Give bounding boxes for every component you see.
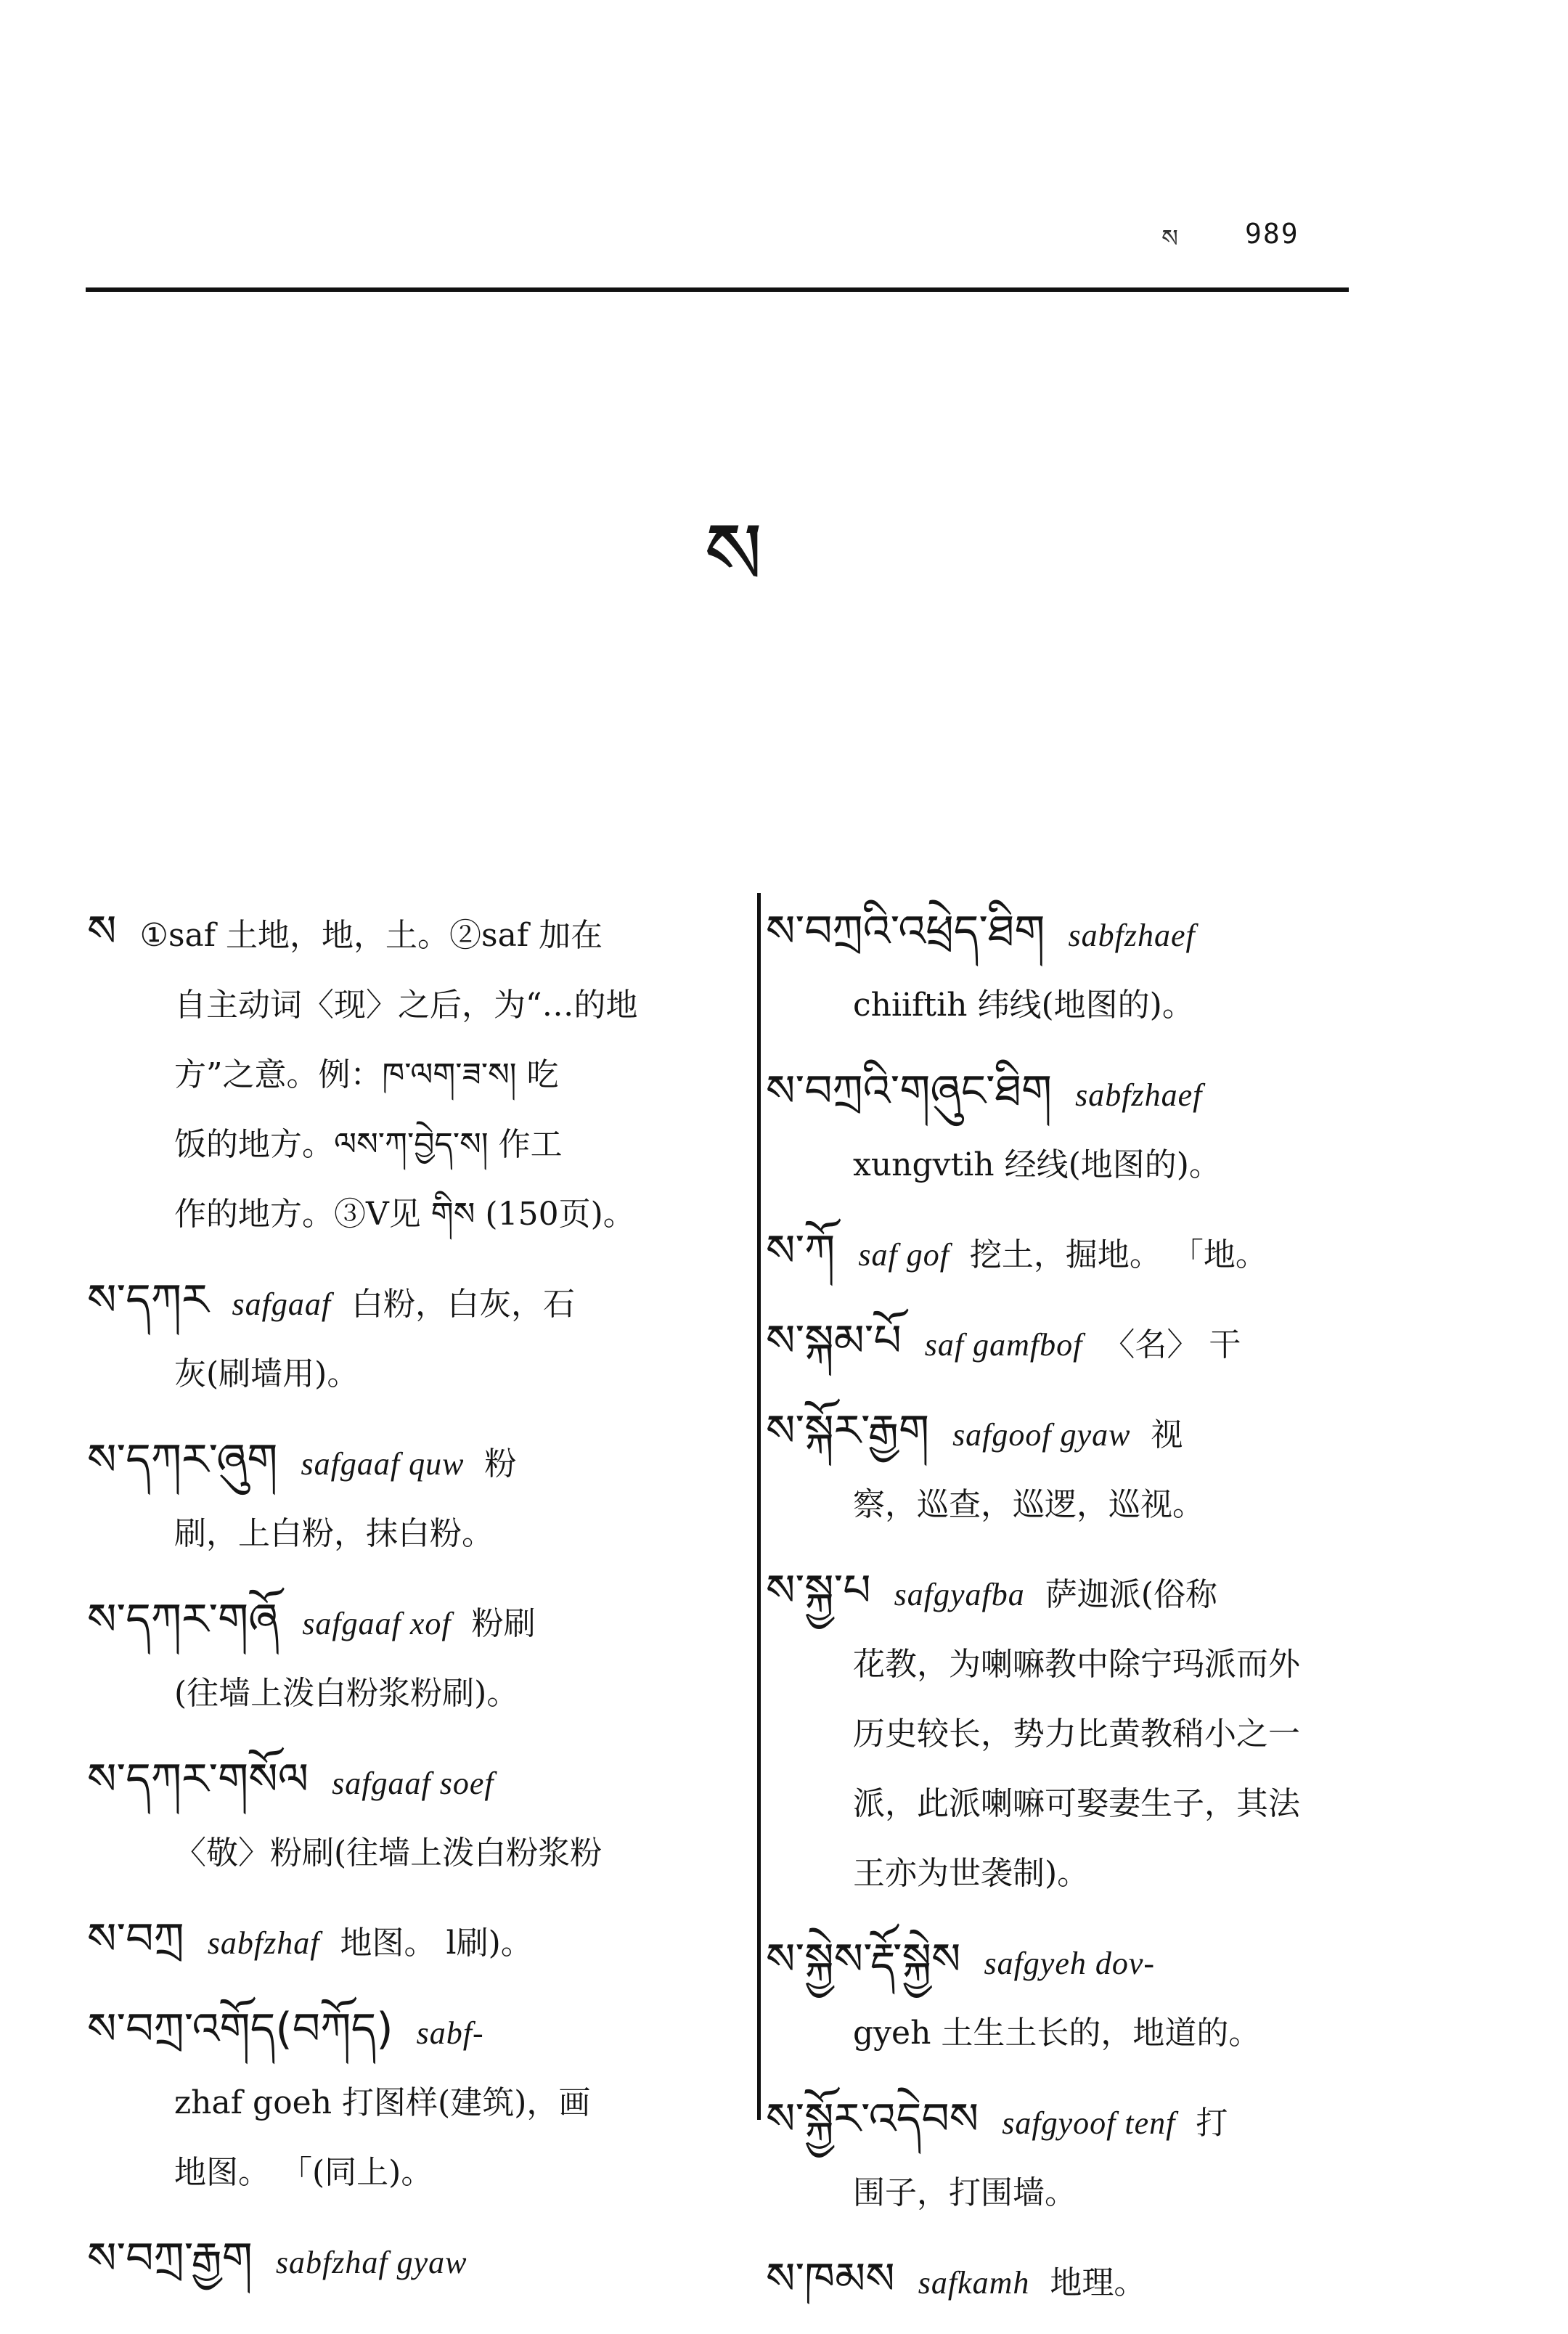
entry-romanization: safgaaf xyxy=(232,1286,332,1322)
dictionary-entry xyxy=(766,2084,1405,2228)
entry-headword: ས་སྐྱེས་རྡོ་སྐྱེས xyxy=(766,1934,961,1985)
dictionary-entry xyxy=(766,1396,1405,1540)
entry-romanization: safgoof gyaw xyxy=(952,1417,1131,1453)
entry-romanization: sabfzhaef xyxy=(1068,918,1196,953)
entry-line: ①saf 土地，地，土。②saf 加在 xyxy=(139,917,603,954)
column-divider xyxy=(757,893,761,2120)
entry-headword: ས་བཀྲ་རྒྱག xyxy=(87,2233,253,2284)
entry-romanization: safgaaf soef xyxy=(332,1766,494,1801)
entry-romanization: sabfzhaef xyxy=(1075,1077,1203,1113)
entry-headword: ས་སྐམ་པོ xyxy=(766,1315,902,1366)
dictionary-entry xyxy=(766,1306,1405,1380)
entry-line: 粉刷 xyxy=(471,1605,536,1642)
entry-line: 作的地方。③V见 གིས (150页)。 xyxy=(174,1196,635,1233)
entry-headword: ས xyxy=(87,906,117,957)
entry-headword: ས་བཀྲ xyxy=(87,1914,184,1964)
page-number: 989 xyxy=(1245,218,1299,250)
entry-headword: ས་བཀྲའི་གཞུང་ཐིག xyxy=(766,1066,1053,1117)
entry-line: 灰(刷墙用)。 xyxy=(174,1355,359,1392)
entry-line: 察，巡查，巡逻，巡视。 xyxy=(853,1486,1204,1523)
entry-line: 〈敬〉粉刷(往墙上泼白粉浆粉 xyxy=(174,1835,603,1872)
dictionary-entry xyxy=(87,1904,726,1978)
entry-line: zhaf goeh 打图样(建筑)，画 xyxy=(174,2084,591,2121)
dictionary-entry xyxy=(87,1425,726,1569)
entry-line: 王亦为世袭制)。 xyxy=(853,1855,1090,1892)
entry-romanization: safgyafba xyxy=(894,1577,1025,1612)
entry-headword: ས་སྐྱོར་འདེབས xyxy=(766,2094,979,2145)
entry-line: 视 xyxy=(1151,1416,1183,1453)
entry-line: 历史较长，势力比黄教稍小之一 xyxy=(853,1715,1300,1752)
entry-headword: ས་ཀོ xyxy=(766,1225,836,1276)
entry-line: 自主动词〈现〉之后，为“…的地 xyxy=(174,987,638,1024)
entry-romanization: safkamh xyxy=(918,2265,1030,2301)
entry-line: 白粉，白灰，石 xyxy=(351,1286,576,1323)
entry-romanization: saf gamfbof xyxy=(924,1327,1083,1363)
entry-headword: ས་དཀར་ཞུག xyxy=(87,1435,278,1485)
entry-line: xungvtih 经线(地图的)。 xyxy=(853,1146,1221,1183)
entry-line: 花教，为喇嘛教中除宁玛派而外 xyxy=(853,1646,1300,1683)
entry-line: 〈名〉 干 xyxy=(1103,1326,1241,1363)
header-letter: ས xyxy=(1161,224,1178,253)
entry-romanization: sabfzhaf gyaw xyxy=(275,2245,467,2280)
dictionary-entry xyxy=(766,1056,1405,1200)
entry-line: gyeh 土生土长的，地道的。 xyxy=(853,2015,1261,2052)
entry-line: 地图。 l刷)。 xyxy=(340,1925,533,1962)
entry-headword: ས་བཀྲ་འགོད(བཀོད) xyxy=(87,2004,393,2055)
dictionary-entry xyxy=(766,1556,1405,1909)
dictionary-entry xyxy=(766,1216,1405,1290)
left-column xyxy=(87,897,726,2314)
right-column xyxy=(766,897,1405,2334)
entry-romanization: safgyeh dov- xyxy=(984,1946,1156,1981)
dictionary-entry xyxy=(87,1585,726,1729)
entry-line: 地理。 xyxy=(1050,2264,1146,2301)
entry-romanization: safgaaf xof xyxy=(302,1606,452,1641)
entry-line: 围子，打围墙。 xyxy=(853,2174,1077,2211)
entry-headword: ས་དཀར་གསོལ xyxy=(87,1754,309,1805)
entry-romanization: saf gof xyxy=(858,1237,950,1273)
dictionary-entry xyxy=(766,897,1405,1040)
section-heading: ས xyxy=(704,505,763,605)
entry-romanization: sabfzhaf xyxy=(207,1925,320,1961)
entry-headword: ས་སྐྱ་པ xyxy=(766,1565,871,1616)
entry-romanization: sabf- xyxy=(416,2015,484,2051)
dictionary-entry xyxy=(87,2224,726,2298)
entry-line: 派，此派喇嘛可娶妻生子，其法 xyxy=(853,1785,1300,1822)
dictionary-entry xyxy=(87,897,726,1249)
entry-line: 萨迦派(俗称 xyxy=(1045,1576,1217,1613)
entry-line: (往墙上泼白粉浆粉刷)。 xyxy=(174,1675,519,1712)
entry-line: 方”之意。例：ཁ་ལག་ཟ་ས། 吃 xyxy=(174,1056,559,1093)
entry-line: 打 xyxy=(1196,2105,1228,2142)
entry-headword: ས་དཀར xyxy=(87,1275,209,1326)
entry-headword: ས་བཀྲའི་འཕྲེད་ཐིག xyxy=(766,906,1045,957)
entry-romanization: safgyoof tenf xyxy=(1002,2105,1176,2141)
entry-line: 饭的地方。ལས་ཀ་བྱེད་ས། 作工 xyxy=(174,1126,563,1163)
entry-headword: ས་དཀར་གཞོ xyxy=(87,1594,279,1645)
entry-line: 地图。 「(同上)。 xyxy=(174,2154,433,2191)
entry-line: chiiftih 纬线(地图的)。 xyxy=(853,987,1194,1024)
dictionary-entry xyxy=(87,1265,726,1409)
entry-line: 粉 xyxy=(484,1445,517,1482)
entry-romanization: safgaaf quw xyxy=(301,1446,465,1482)
dictionary-entry xyxy=(87,1745,726,1888)
dictionary-entry xyxy=(87,1994,726,2208)
entry-headword: ས་ཁམས xyxy=(766,2253,895,2304)
entry-headword: ས་སྐོར་རྒྱག xyxy=(766,1405,930,1456)
entry-line: 刷，上白粉，抹白粉。 xyxy=(174,1515,494,1552)
dictionary-entry xyxy=(766,2244,1405,2318)
dictionary-entry xyxy=(766,1925,1405,2068)
header-rule xyxy=(86,287,1349,292)
entry-line: 挖土，掘地。 「地。 xyxy=(969,1236,1267,1273)
